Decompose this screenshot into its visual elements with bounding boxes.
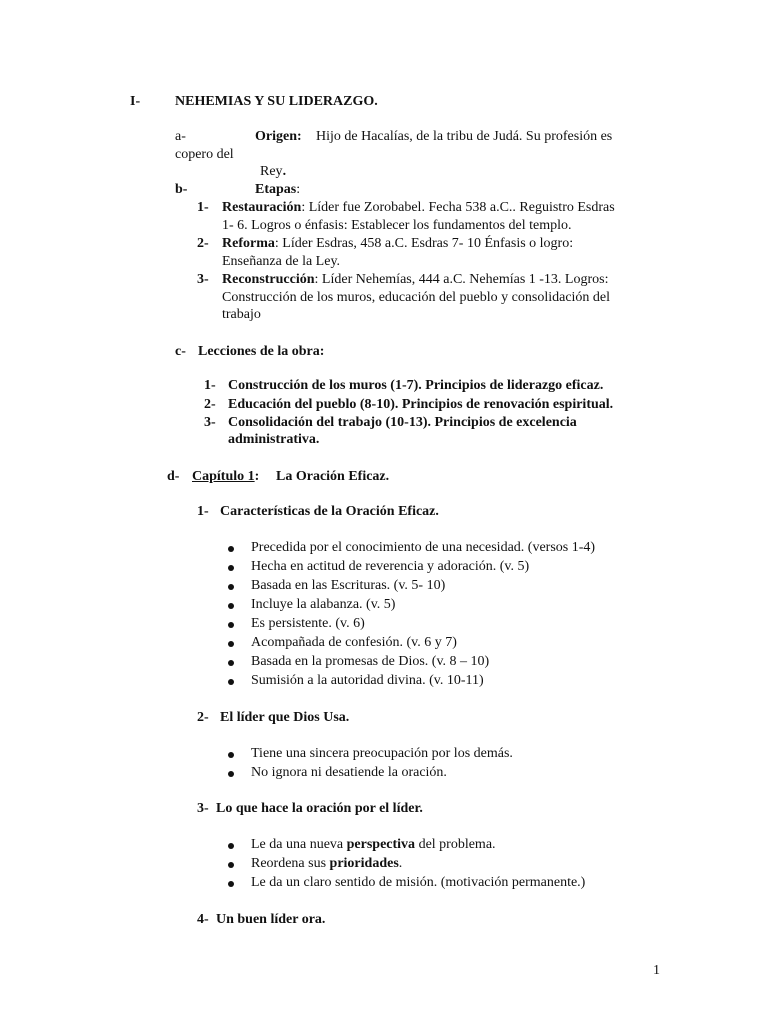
leccion-number: 1- bbox=[204, 378, 216, 393]
list-item: Le da una nueva perspectiva del problema. bbox=[251, 837, 496, 852]
chapter-title: La Oración Eficaz. bbox=[276, 469, 390, 484]
leccion-number: 2- bbox=[204, 397, 216, 412]
etapa-reforma-cont: Enseñanza de la Ley. bbox=[222, 254, 341, 269]
item-a-label: Origen: bbox=[255, 129, 302, 144]
list-item: Es persistente. (v. 6) bbox=[251, 616, 365, 631]
item-b-marker: b- bbox=[175, 182, 188, 197]
section-title: NEHEMIAS Y SU LIDERAZGO. bbox=[175, 94, 378, 109]
bullet-icon bbox=[228, 584, 234, 590]
etapa-number: 2- bbox=[197, 236, 209, 251]
section-number: I- bbox=[130, 94, 141, 109]
leccion-text: Educación del pueblo (8-10). Principios de renovación espiritual. bbox=[228, 397, 614, 412]
list-item: Tiene una sincera preocupación por los demás. bbox=[251, 746, 513, 761]
subsection-title: El líder que Dios Usa. bbox=[220, 710, 350, 725]
bullet-icon bbox=[228, 881, 234, 887]
etapa-restauracion-cont: 1- 6. Logros o énfasis: Establecer los fundamentos del templo. bbox=[222, 218, 572, 233]
item-d-marker: d- bbox=[167, 469, 180, 484]
item-c-marker: c- bbox=[175, 344, 186, 359]
item-a-text-cont: copero del bbox=[175, 147, 234, 162]
etapa-reconstruccion-cont: Construcción de los muros, educación del pueblo y consolidación del bbox=[222, 290, 611, 305]
subsection-title: Un buen líder ora. bbox=[216, 912, 326, 927]
bullet-icon bbox=[228, 565, 234, 571]
leccion-text: Consolidación del trabajo (10-13). Principios de excelencia bbox=[228, 415, 577, 430]
etapa-number: 3- bbox=[197, 272, 209, 287]
item-a-text: Hijo de Hacalías, de la tribu de Judá. Su profesión es bbox=[316, 129, 613, 144]
subsection-number: 3- bbox=[197, 801, 209, 816]
list-item: Sumisión a la autoridad divina. (v. 10-11) bbox=[251, 673, 484, 688]
etapa-restauracion: Restauración: Líder fue Zorobabel. Fecha 538 a.C.. Reguistro Esdras bbox=[222, 200, 615, 215]
subsection-number: 1- bbox=[197, 504, 209, 519]
leccion-number: 3- bbox=[204, 415, 216, 430]
bullet-icon bbox=[228, 546, 234, 552]
item-c-title: Lecciones de la obra: bbox=[198, 344, 325, 359]
bullet-icon bbox=[228, 641, 234, 647]
page-number: 1 bbox=[653, 963, 660, 978]
subsection-title: Lo que hace la oración por el líder. bbox=[216, 801, 423, 816]
bullet-icon bbox=[228, 843, 234, 849]
list-item: Hecha en actitud de reverencia y adoración. (v. 5) bbox=[251, 559, 530, 574]
list-item: Precedida por el conocimiento de una necesidad. (versos 1-4) bbox=[251, 540, 596, 555]
item-a-marker: a- bbox=[175, 129, 186, 144]
etapa-reforma: Reforma: Líder Esdras, 458 a.C. Esdras 7- 10 Énfasis o logro: bbox=[222, 236, 574, 251]
leccion-text: Construcción de los muros (1-7). Principios de liderazgo eficaz. bbox=[228, 378, 604, 393]
subsection-title: Características de la Oración Eficaz. bbox=[220, 504, 439, 519]
list-item: Basada en la promesas de Dios. (v. 8 – 10) bbox=[251, 654, 490, 669]
bullet-icon bbox=[228, 603, 234, 609]
etapa-number: 1- bbox=[197, 200, 209, 215]
etapa-reconstruccion: Reconstrucción: Líder Nehemías, 444 a.C. Nehemías 1 -13. Logros: bbox=[222, 272, 609, 287]
bullet-icon bbox=[228, 752, 234, 758]
subsection-number: 2- bbox=[197, 710, 209, 725]
list-item: Le da un claro sentido de misión. (motivación permanente.) bbox=[251, 875, 586, 890]
item-a-text-end: Rey. bbox=[260, 164, 287, 179]
subsection-number: 4- bbox=[197, 912, 209, 927]
bullet-icon bbox=[228, 660, 234, 666]
leccion-text-cont: administrativa. bbox=[228, 432, 320, 447]
list-item: Acompañada de confesión. (v. 6 y 7) bbox=[251, 635, 457, 650]
item-b-label: Etapas: bbox=[255, 182, 301, 197]
list-item: Basada en las Escrituras. (v. 5- 10) bbox=[251, 578, 446, 593]
chapter-heading: Capítulo 1: bbox=[192, 469, 260, 484]
bullet-icon bbox=[228, 622, 234, 628]
list-item: Incluye la alabanza. (v. 5) bbox=[251, 597, 396, 612]
list-item: No ignora ni desatiende la oración. bbox=[251, 765, 447, 780]
bullet-icon bbox=[228, 771, 234, 777]
bullet-icon bbox=[228, 862, 234, 868]
bullet-icon bbox=[228, 679, 234, 685]
etapa-reconstruccion-cont: trabajo bbox=[222, 307, 261, 322]
list-item: Reordena sus prioridades. bbox=[251, 856, 403, 871]
